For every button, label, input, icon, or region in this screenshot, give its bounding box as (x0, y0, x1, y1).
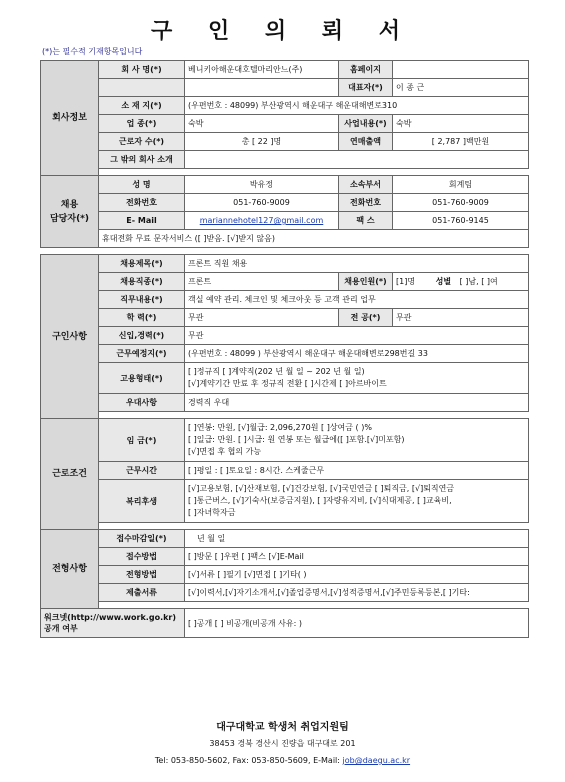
email-link[interactable]: mariannehotel127@gmail.com (199, 216, 324, 225)
wage-label: 임 금(*) (99, 419, 185, 462)
phone2-label: 전화번호 (339, 194, 393, 212)
company-address[interactable]: (우편번호 : 48099) 부산광역시 해운대구 해운대해변로310 (185, 97, 529, 115)
gender-label: 성별 (435, 277, 452, 286)
footer-email-link[interactable]: job@daegu.ac.kr (342, 756, 411, 765)
apply-method-value[interactable]: [ ]방문 [ ]우편 [ ]팩스 [√]E-Mail (185, 548, 529, 566)
ceo-label: 대표자(*) (339, 79, 393, 97)
worknet-label: 워크넷(http://www.work.go.kr) 공개 여부 (41, 609, 185, 638)
deadline-value[interactable]: 년 월 일 (185, 530, 529, 548)
fax-value[interactable]: 051-760-9145 (393, 212, 529, 230)
wage-line1[interactable]: [ ]연봉: 만원, [√]월급: 2,096,270원 [ ]상여금 ( )% (188, 423, 372, 432)
dept-label: 소속부서 (339, 176, 393, 194)
sms-service[interactable]: 휴대전화 무료 문자서비스 ([ ]받음. [√]받지 않음) (99, 230, 529, 248)
company-name[interactable]: 베니키아해운대호텔마리안느(주) (185, 61, 339, 79)
address-label: 소 재 지(*) (99, 97, 185, 115)
major-label: 전 공(*) (339, 309, 393, 327)
section-selection: 전형사항 (41, 530, 99, 609)
business-value[interactable]: 숙박 (393, 115, 529, 133)
ceo-value[interactable]: 이 종 근 (393, 79, 529, 97)
workplace-value[interactable]: (우편번호 : 48099 ) 부산광역시 해운대구 해운대해변로298번길 33 (185, 345, 529, 363)
footer-address: 38453 경북 경산시 진량읍 대구대로 201 (209, 739, 356, 748)
phone-value[interactable]: 051-760-9009 (185, 194, 339, 212)
blank-value (185, 79, 339, 97)
employ-type-cell (185, 363, 529, 394)
welfare-line3[interactable]: [ ]자녀학자금 (188, 508, 236, 517)
workers-label: 근로자 수(*) (99, 133, 185, 151)
industry-value[interactable]: 숙박 (185, 115, 339, 133)
major-value[interactable]: 무관 (393, 309, 529, 327)
company-name-label: 회 사 명(*) (99, 61, 185, 79)
fax-label: 팩 스 (339, 212, 393, 230)
row-gap (99, 169, 529, 176)
hours-label: 근무시간 (99, 462, 185, 480)
business-label: 사업내용(*) (339, 115, 393, 133)
homepage-label: 홈페이지 (339, 61, 393, 79)
footer-org: 대구대학교 학생처 취업지원팀 (216, 722, 349, 733)
welfare-line2[interactable]: [ ]통근버스, [√]기숙사(보증금지원), [ ]자량유지비, [√]식대제공, [ ]교육비, (188, 496, 452, 505)
section-company: 회사정보 (41, 61, 99, 176)
row-gap (99, 602, 529, 609)
section-conditions: 근로조건 (41, 419, 99, 530)
row-gap (99, 523, 529, 530)
welfare-line1[interactable]: [√]고용보험, [√]산재보험, [√]건강보험, [√]국민연금 [ ]퇴직금, [√]퇴직연금 (188, 484, 455, 493)
duty-value[interactable]: 객실 예약 관리. 체크인 및 체크아웃 등 고객 관리 업무 (185, 291, 529, 309)
footer-contact: Tel: 053-850-5602, Fax: 053-850-5609, E-Mail: (154, 756, 343, 765)
hire-count[interactable]: [1]명 (396, 277, 416, 286)
other-intro-value[interactable] (185, 151, 529, 169)
form-title: 구 인 의 뢰 서 (151, 18, 414, 44)
process-label: 전형방법 (99, 566, 185, 584)
contact-name-label: 성 명 (99, 176, 185, 194)
job-title[interactable]: 프론트 직원 채용 (185, 255, 529, 273)
wage-cell (185, 419, 529, 462)
phone-label: 전화번호 (99, 194, 185, 212)
request-form-table (40, 60, 529, 638)
email-cell (185, 212, 339, 230)
blank-label (99, 79, 185, 97)
apply-method-label: 접수방법 (99, 548, 185, 566)
section-contact: 채용 담당자(*) (41, 176, 99, 248)
footer-contact-line (0, 756, 565, 765)
education-label: 학 력(*) (99, 309, 185, 327)
hire-count-label: 채용인원(*) (339, 273, 393, 291)
row-gap (41, 248, 529, 255)
wage-line2[interactable]: [ ]일급: 만원. [ ]시급: 원 연봉 또는 월급에([ ]포함.[√]미포함) (188, 435, 405, 444)
employ-type-label: 고용형태(*) (99, 363, 185, 394)
hire-count-cell (393, 273, 529, 291)
other-intro-label: 그 밖의 회사 소개 (99, 151, 185, 169)
workplace-label: 근무예정지(*) (99, 345, 185, 363)
docs-value[interactable]: [√]이력서,[√]자기소개서,[√]졸업증명서,[√]성적증명서,[√]주민등록등본,[ ]기타: (185, 584, 529, 602)
contact-name[interactable]: 박유정 (185, 176, 339, 194)
email-label: E- Mail (99, 212, 185, 230)
gender-value[interactable]: [ ]남, [ ]여 (459, 277, 498, 286)
employ-type-line2[interactable]: [√]계약기간 만료 후 정규직 전환 [ ]시간제 [ ]아르바이트 (188, 379, 387, 388)
workers-value[interactable]: 총 [ 22 ]명 (185, 133, 339, 151)
sales-label: 연매출액 (339, 133, 393, 151)
dept-value[interactable]: 회계팀 (393, 176, 529, 194)
deadline-label: 접수마감일(*) (99, 530, 185, 548)
wage-line3[interactable]: [√]면접 후 협의 가능 (188, 447, 262, 456)
career-value[interactable]: 무관 (185, 327, 529, 345)
education-value[interactable]: 무관 (185, 309, 339, 327)
sales-value[interactable]: [ 2,787 ]백만원 (393, 133, 529, 151)
career-label: 신입,경력(*) (99, 327, 185, 345)
preference-value[interactable]: 경력직 우대 (185, 394, 529, 412)
worknet-value[interactable]: [ ]공개 [ ] 비공개(비공개 사유: ) (185, 609, 529, 638)
industry-label: 업 종(*) (99, 115, 185, 133)
preference-label: 우대사항 (99, 394, 185, 412)
required-note: (*)는 필수적 기재항목입니다 (42, 47, 143, 56)
phone2-value[interactable]: 051-760-9009 (393, 194, 529, 212)
process-value[interactable]: [√]서류 [ ]필기 [√]면접 [ ]기타( ) (185, 566, 529, 584)
section-job: 구인사항 (41, 255, 99, 419)
welfare-label: 복리후생 (99, 480, 185, 523)
job-type-label: 채용직종(*) (99, 273, 185, 291)
duty-label: 직무내용(*) (99, 291, 185, 309)
homepage-value[interactable] (393, 61, 529, 79)
docs-label: 제출서류 (99, 584, 185, 602)
hours-value[interactable]: [ ]평일 : [ ]토요일 : 8시간. 스케줄근무 (185, 462, 529, 480)
employ-type-line1[interactable]: [ ]정규직 [ ]계약직(202 년 월 일 ~ 202 년 월 일) (188, 367, 365, 376)
job-title-label: 채용제목(*) (99, 255, 185, 273)
job-type[interactable]: 프론트 (185, 273, 339, 291)
welfare-cell (185, 480, 529, 523)
row-gap (99, 412, 529, 419)
